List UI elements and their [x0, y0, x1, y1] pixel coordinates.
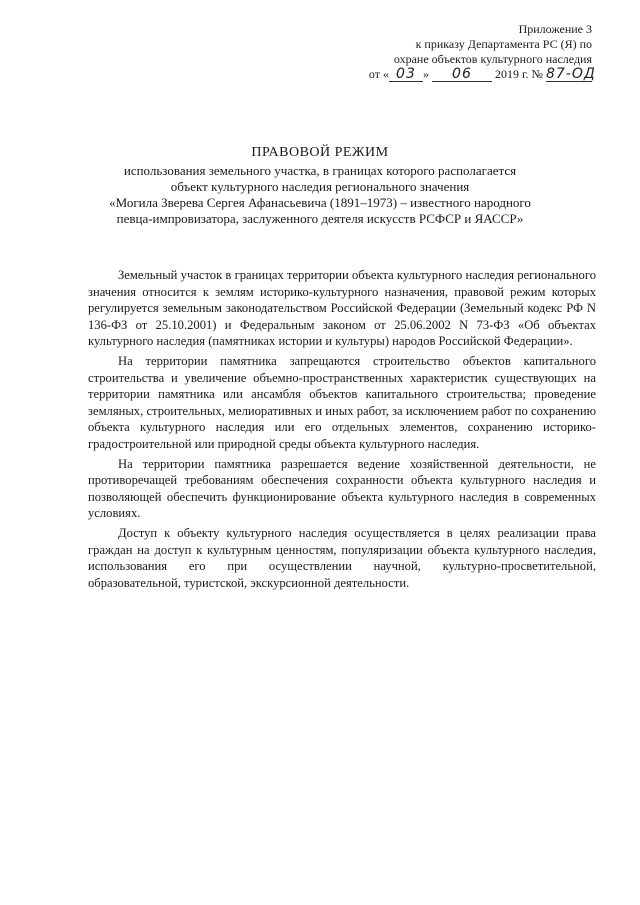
appendix-date-line	[352, 66, 596, 82]
order-number: 87-ОД	[546, 66, 596, 82]
subtitle-line: певца-импровизатора, заслуженного деятеля искусств РСФСР и ЯАССР»	[116, 211, 524, 226]
body-paragraph: Земельный участок в границах территории объекта культурного наследия регионального значения относится к землям историко-культурного назначения, правовой режим которых регулируется земельным законодательством Российской Федерации (Земельный кодекс РФ N 136-ФЗ от 25.10.2001) и Федеральным законом от 25.06.2002 N 73-ФЗ «Об объектах культурного наследия (памятниках истории и культуры) народов Российской Федерации».	[88, 268, 596, 349]
body-paragraph: На территории памятника разрешается ведение хозяйственной деятельности, не противоречащей требованиям обеспечения сохранности объекта культурного наследия и позволяющей обеспечить функционирование объекта культурного наследия в современных условиях.	[88, 456, 596, 521]
subtitle-line: использования земельного участка, в границах которого располагается	[123, 163, 517, 178]
document-title-block	[60, 144, 580, 227]
appendix-header	[352, 22, 596, 82]
date-prefix: от «	[368, 67, 389, 81]
document-subtitle	[60, 163, 580, 227]
order-number-blank	[546, 66, 596, 82]
date-day-blank	[389, 68, 423, 82]
appendix-order-ref: к приказу Департамента РС (Я) по	[415, 37, 592, 51]
body-paragraph: На территории памятника запрещаются строительство объектов капитального строительства и увеличение объемно-пространственных характеристик существующих на территории памятника или ансамбля объектов капитального строительства; проведение земляных, строительных, мелиоративных и иных работ, за исключением работ по сохранению объекта культурного наследия или его отдельных элементов, сохранению историко-градостроительной или природной среды объекта культурного наследия.	[88, 353, 596, 451]
subtitle-line: объект культурного наследия регионального значения	[170, 179, 470, 194]
date-month: 06	[452, 66, 472, 82]
appendix-department: охране объектов культурного наследия	[393, 52, 592, 66]
body-paragraph: Доступ к объекту культурного наследия осуществляется в целях реализации права граждан на доступ к культурным ценностям, популяризации объекта культурного наследия, использования его при осуществлении научной, культурно-просветительной, образовательной, туристской, экскурсионной деятельности.	[88, 525, 596, 590]
document-body	[88, 267, 596, 594]
appendix-label: Приложение 3	[518, 22, 592, 36]
date-separator: »	[422, 67, 429, 81]
document-title: ПРАВОВОЙ РЕЖИМ	[251, 145, 389, 160]
date-year: 2019 г. №	[494, 67, 543, 81]
date-day: 03	[396, 66, 416, 82]
date-month-blank	[432, 68, 492, 82]
subtitle-line: «Могила Зверева Сергея Афанасьевича (1891–1973) – известного народного	[109, 195, 531, 210]
